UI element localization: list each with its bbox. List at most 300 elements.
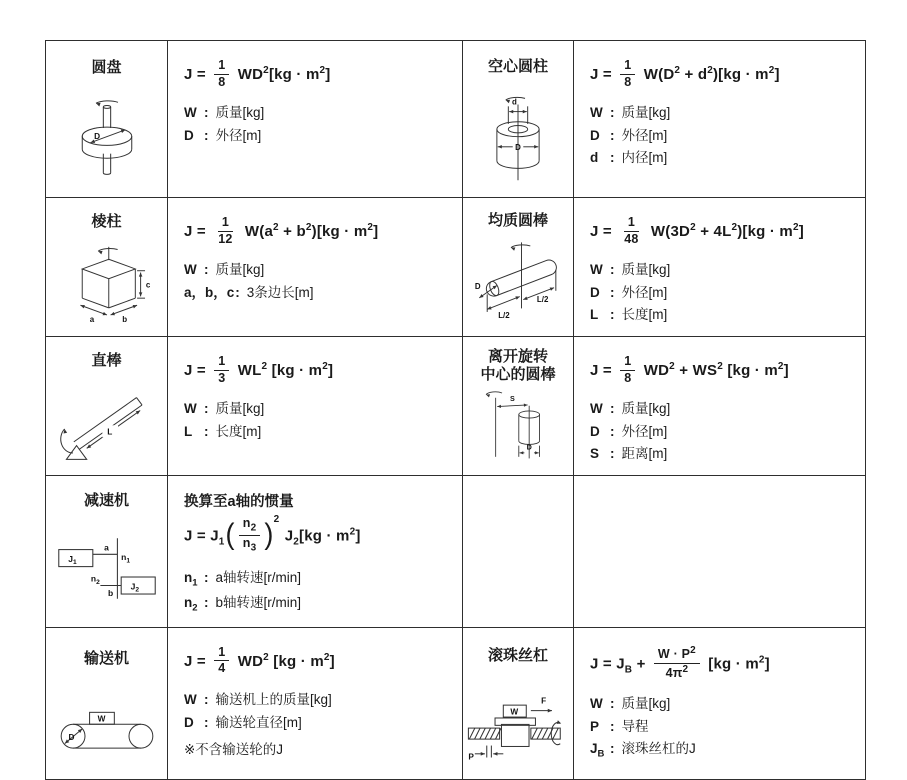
fraction-numerator — [620, 58, 635, 75]
ballscrew-diagram-box — [465, 684, 571, 763]
formula-text: 1 — [627, 215, 635, 229]
formula-sup: 2 — [305, 222, 312, 234]
formula-sup: 2 — [263, 651, 269, 663]
formula-text: 3 — [218, 370, 226, 385]
variable-colon: : — [204, 692, 209, 708]
fraction-denominator — [214, 232, 236, 248]
label-D: D — [68, 732, 74, 742]
formula-text: n — [242, 515, 251, 530]
variable-symbol-main: W — [590, 262, 603, 278]
variable-colon: : — [610, 284, 615, 300]
variable-colon: : — [610, 105, 615, 121]
formula-text: [kg · m — [299, 527, 350, 545]
formula-text: J = J — [590, 655, 625, 673]
formula-cell — [168, 627, 463, 779]
shape-cell — [463, 41, 574, 198]
formula-text: ] — [783, 362, 789, 380]
formula-text: ] — [373, 223, 379, 241]
formula-text: + 4L — [695, 223, 732, 241]
offset-rod-diagram — [478, 385, 558, 468]
label-n1: $n_1$ — [120, 552, 130, 565]
variable-symbol-main: L — [184, 423, 193, 439]
shape-cell — [46, 41, 168, 198]
variable-description: 导程 — [621, 718, 649, 734]
variable-symbol-sub: B — [597, 749, 605, 761]
formula-text: [kg · m — [268, 652, 324, 670]
shape-cell-inner — [52, 634, 161, 773]
label-D: D — [526, 443, 532, 452]
fraction-numerator — [218, 215, 233, 232]
shape-cell-inner — [52, 204, 161, 330]
variable-colon: : — [204, 262, 209, 278]
variable-colon: : — [610, 401, 615, 417]
variable-row — [184, 690, 454, 710]
formula-text: ] — [327, 362, 334, 380]
formula-text: 1 — [218, 58, 226, 72]
variable-symbol — [184, 713, 203, 733]
shape-cell — [46, 627, 168, 779]
shape-cell — [46, 475, 168, 627]
fraction-denominator — [239, 536, 261, 555]
formula-text: WD — [233, 652, 264, 670]
variable-symbol-sub: 2 — [192, 603, 198, 615]
variable-description: 外径[m] — [621, 127, 668, 143]
variable-description: 输送轮直径[m] — [215, 714, 302, 730]
shape-cell-inner — [469, 47, 567, 191]
formula-cell — [574, 41, 866, 198]
variable-symbol — [590, 260, 609, 280]
fraction — [620, 354, 635, 386]
formula-sup: 2 — [263, 65, 269, 77]
variable-symbol-main: D — [590, 423, 600, 439]
variable-description: 滚珠丝杠的J — [621, 741, 696, 757]
formula-text: + — [632, 655, 650, 673]
formula-text: 1 — [624, 353, 632, 368]
fraction-denominator — [620, 371, 635, 387]
formula-text: J = — [590, 223, 617, 241]
shape-cell — [463, 627, 574, 779]
variable-symbol — [184, 126, 203, 146]
fraction-numerator — [239, 516, 261, 536]
variable-description: 3条边长[m] — [246, 284, 314, 300]
label-b: b — [107, 588, 113, 599]
variable-row — [590, 126, 857, 146]
variable-row — [184, 713, 454, 733]
formula-text: 4 — [218, 661, 226, 676]
variable-row — [590, 283, 857, 303]
variable-description: 内径[m] — [621, 150, 668, 166]
variable-description: b轴转速[r/min] — [215, 595, 302, 611]
open-paren: ( — [225, 517, 235, 551]
formula-sup: 2 — [319, 65, 326, 77]
variable-symbol-main: L — [590, 307, 599, 323]
formula — [184, 513, 454, 556]
fraction — [620, 58, 635, 90]
variable-symbol — [184, 568, 203, 590]
variable-description: 质量[kg] — [215, 401, 265, 417]
variable-colon: : — [204, 423, 209, 439]
formula-text: 48 — [624, 231, 639, 246]
formula-text: + WS — [674, 362, 718, 380]
shape-title-line: 减速机 — [83, 492, 129, 510]
formula-text: + b — [278, 223, 306, 241]
formula-sup: 2 — [758, 654, 765, 666]
variable-description: 外径[m] — [621, 284, 668, 300]
formula-cell — [574, 336, 866, 475]
label-J2: $J_2$ — [130, 581, 139, 595]
variable-symbol-main: D — [590, 127, 600, 143]
shape-cell-inner — [469, 634, 567, 773]
fraction — [620, 215, 642, 247]
variable-colon: : — [204, 401, 209, 417]
prism-diagram — [61, 243, 153, 325]
variable-description: 输送机上的质量[kg] — [215, 692, 332, 708]
formula-sup: 2 — [323, 651, 330, 663]
label-d: d — [512, 97, 517, 107]
shape-cell-inner — [52, 482, 161, 621]
variable-colon: : — [610, 307, 615, 323]
variable-description: 质量[kg] — [621, 696, 671, 712]
formula-sub: 1 — [218, 536, 225, 548]
formula-sup: 2 — [731, 222, 738, 234]
formula-sup: 2 — [690, 222, 696, 234]
formula-sub: 2 — [293, 536, 300, 548]
formula — [590, 59, 857, 91]
reducer-diagram — [55, 523, 159, 614]
shape-title — [480, 348, 555, 385]
formula-text: J = — [184, 66, 211, 84]
variable-colon: : — [610, 262, 615, 278]
label-b: b — [121, 314, 127, 324]
fraction — [654, 645, 700, 682]
formula-text: ] — [355, 527, 361, 545]
variable-colon: : — [204, 127, 209, 143]
formula-sup: 2 — [777, 361, 784, 373]
formula-text: J — [280, 527, 294, 545]
formula-sub: B — [624, 664, 633, 676]
variable-row — [590, 260, 857, 280]
table-row — [46, 475, 866, 627]
variable-symbol — [590, 444, 609, 464]
disc-diagram-box — [61, 95, 153, 183]
rodS-diagram-box — [59, 381, 155, 464]
table-row — [46, 41, 866, 198]
fraction-numerator — [624, 215, 639, 232]
formula-text: 1 — [218, 644, 226, 659]
conveyor-diagram-box — [55, 694, 159, 760]
variable-symbol-main: d — [590, 150, 599, 166]
shape-cell-inner — [52, 343, 161, 469]
label-c: c — [145, 280, 150, 290]
shape-cell-inner — [52, 47, 161, 191]
formula-text: ] — [329, 652, 335, 670]
formula-text: 1 — [221, 215, 229, 229]
formula-text: 12 — [218, 231, 233, 246]
formula-text: 1 — [624, 58, 632, 72]
variable-row — [590, 717, 857, 737]
variable-symbol — [590, 694, 609, 714]
variable-symbol — [590, 422, 609, 442]
shape-title-line: 输送机 — [83, 650, 129, 668]
variable-row — [590, 148, 857, 168]
variable-colon: : — [610, 150, 615, 166]
variable-symbol-main: D — [590, 284, 600, 300]
variable-colon: : — [610, 127, 615, 143]
variable-symbol — [590, 103, 609, 123]
formula-text: 4π — [665, 665, 683, 680]
label-F: F — [541, 696, 547, 706]
formula-text: n — [242, 535, 251, 550]
formula-text: ] — [764, 655, 770, 673]
formula — [590, 646, 857, 683]
label-S: S — [510, 395, 515, 404]
variable-symbol-main: n — [184, 595, 193, 611]
formula-sup: 2 — [707, 65, 713, 77]
label-L2: L/2 — [498, 311, 510, 321]
variable-symbol — [184, 103, 203, 123]
variable-symbol-main: W — [184, 692, 197, 708]
formula-text: ] — [774, 66, 780, 84]
variable-row — [590, 422, 857, 442]
variable-symbol-main: W — [590, 401, 603, 417]
variable-list — [184, 260, 454, 302]
note: ※不含输送轮的J — [184, 742, 284, 758]
variable-symbol — [184, 399, 203, 419]
variable-symbol — [590, 126, 609, 146]
variable-symbol-main: J — [590, 741, 598, 757]
variable-list — [590, 399, 857, 464]
variable-symbol-main: W — [184, 105, 197, 121]
empty-cell — [463, 475, 574, 627]
variable-colon: : — [610, 718, 615, 734]
formula-text: J = J — [184, 527, 219, 545]
variable-row — [590, 739, 857, 761]
variable-row — [590, 305, 857, 325]
variable-row — [184, 568, 454, 590]
fraction — [214, 58, 229, 90]
fraction-denominator — [214, 371, 229, 387]
table-row — [46, 198, 866, 337]
variable-symbol — [590, 399, 609, 419]
variable-row — [590, 444, 857, 464]
variable-symbol-main: S — [590, 446, 600, 462]
fraction — [239, 516, 261, 555]
label-D: D — [474, 282, 481, 292]
formula — [590, 216, 857, 248]
fraction-numerator — [654, 645, 700, 664]
shape-cell — [46, 336, 168, 475]
shape-title-line: 直棒 — [91, 352, 122, 370]
conveyor-diagram — [55, 694, 159, 760]
variable-row — [590, 399, 857, 419]
formula-text: 8 — [218, 74, 226, 89]
formula-sup: 2 — [349, 526, 356, 538]
formula-sup: 2 — [367, 222, 374, 234]
label-J1: $J_1$ — [67, 554, 77, 567]
variable-description: a轴转速[r/min] — [215, 569, 302, 585]
variable-list — [590, 103, 857, 168]
paren-fraction — [225, 513, 280, 556]
variable-list — [184, 690, 454, 732]
formula-text: WD — [233, 66, 264, 84]
formula-text: )[kg · m — [311, 223, 368, 241]
formula-cell — [574, 627, 866, 779]
variable-colon: : — [204, 595, 209, 611]
fraction-numerator — [620, 354, 635, 371]
close-paren: ) — [264, 517, 274, 551]
label-a: a — [89, 314, 94, 324]
variable-symbol-main: P — [590, 718, 600, 734]
variable-symbol — [184, 283, 234, 303]
variable-symbol-main: W — [184, 262, 197, 278]
fraction — [214, 354, 229, 386]
variable-list — [590, 260, 857, 325]
formula-cell — [574, 198, 866, 337]
formula-text: 8 — [624, 74, 632, 89]
fraction-denominator — [214, 661, 229, 677]
variable-description: 距离[m] — [621, 446, 668, 462]
formula-text: WD — [639, 362, 670, 380]
label-W: W — [510, 707, 519, 717]
label-L2: L/2 — [536, 295, 549, 305]
shape-cell — [46, 198, 168, 337]
fraction-numerator — [214, 58, 229, 75]
straight-rod-diagram — [59, 381, 155, 464]
formula-text: J = — [590, 362, 617, 380]
variable-description: 质量[kg] — [621, 262, 671, 278]
formula-text: [kg · m — [268, 66, 320, 84]
table-row — [46, 336, 866, 475]
shape-cell — [463, 336, 574, 475]
variable-description: 外径[m] — [215, 127, 262, 143]
formula-text: J = — [184, 362, 211, 380]
formula-text: [kg · m — [722, 362, 778, 380]
shape-title — [91, 352, 121, 370]
variable-description: 长度[m] — [621, 307, 668, 323]
variable-description: 长度[m] — [215, 423, 262, 439]
formula-sup: 2 — [717, 361, 723, 373]
variable-symbol-main: D — [184, 127, 194, 143]
variable-row — [184, 126, 454, 146]
uniform-rod-diagram — [472, 238, 564, 326]
formula-sup: 2 — [690, 644, 696, 656]
shape-cell-inner — [469, 343, 567, 469]
variable-row — [590, 694, 857, 714]
formula-sub: 2 — [250, 522, 257, 534]
rodO-diagram-box — [478, 385, 558, 468]
variable-colon: : — [204, 714, 209, 730]
shape-title — [84, 492, 129, 510]
formula-sup: 2 — [682, 663, 689, 675]
formula — [184, 216, 454, 248]
rodU-diagram-box — [472, 238, 564, 326]
formula-text: )[kg · m — [712, 66, 769, 84]
variable-symbol — [184, 422, 203, 442]
shape-title — [84, 650, 129, 668]
variable-description: 质量[kg] — [215, 262, 265, 278]
shape-title-line: 中心的圆棒 — [480, 365, 556, 383]
formula-text: 1 — [218, 353, 226, 368]
variable-list — [590, 694, 857, 762]
shape-title — [488, 212, 548, 230]
label-D: D — [93, 131, 100, 141]
label-D: D — [515, 142, 521, 152]
formula-sub: 3 — [250, 542, 257, 554]
variable-colon: : — [610, 446, 615, 462]
variable-colon: : — [610, 741, 615, 757]
fraction-denominator — [620, 75, 635, 91]
formula-sup: 2 — [273, 222, 279, 234]
inertia-formula-table — [45, 40, 866, 780]
empty-cell — [574, 475, 866, 627]
variable-colon: : — [610, 423, 615, 439]
label-P: P — [468, 752, 474, 762]
shape-title-line: 滚珠丝杠 — [487, 647, 548, 665]
disc-diagram — [61, 95, 153, 183]
formula — [184, 59, 454, 91]
formula-sup: 2 — [322, 361, 328, 373]
shape-title — [91, 59, 121, 77]
formula — [184, 355, 454, 387]
variable-symbol-main: a，b，c — [184, 284, 235, 300]
variable-row — [184, 260, 454, 280]
formula-text: + d — [680, 66, 708, 84]
formula-text: W(3D — [646, 223, 691, 241]
formula-text: )[kg · m — [737, 223, 793, 241]
variable-list — [184, 568, 454, 616]
shape-title-line: 空心圆柱 — [487, 58, 548, 76]
variable-list — [184, 399, 454, 441]
shape-cell — [463, 198, 574, 337]
shape-title-line: 均质圆棒 — [487, 211, 548, 229]
variable-colon: : — [204, 105, 209, 121]
formula-sup: 2 — [261, 361, 268, 373]
label-n2: $n_2$ — [90, 574, 100, 587]
prism-diagram-box — [61, 243, 153, 325]
variable-list — [184, 103, 454, 145]
shape-title-line: 离开旋转 — [487, 347, 548, 365]
variable-symbol — [590, 305, 609, 325]
variable-description: 质量[kg] — [621, 105, 671, 121]
variable-description: 外径[m] — [621, 423, 668, 439]
variable-symbol — [590, 739, 609, 761]
variable-row — [590, 103, 857, 123]
formula-text: J = — [184, 652, 211, 670]
formula — [590, 355, 857, 387]
formula-text: ] — [798, 223, 804, 241]
formula-text: W · P — [657, 646, 691, 661]
variable-symbol-main: W — [184, 401, 197, 417]
fraction-numerator — [214, 354, 229, 371]
formula-cell — [168, 475, 463, 627]
formula-text: J = — [184, 223, 211, 241]
variable-colon: : — [235, 284, 240, 300]
formula-cell — [168, 41, 463, 198]
variable-symbol-sub: 1 — [192, 577, 198, 589]
variable-colon: : — [610, 696, 615, 712]
variable-row — [184, 283, 454, 303]
shape-cell-inner — [469, 204, 567, 330]
variable-row — [184, 422, 454, 442]
label-L: L — [106, 426, 112, 437]
variable-row — [184, 593, 454, 615]
variable-row — [184, 399, 454, 419]
shape-title — [488, 647, 548, 665]
variable-symbol — [590, 283, 609, 303]
variable-symbol-main: W — [590, 105, 603, 121]
formula-sup: 2 — [768, 65, 775, 77]
variable-symbol — [184, 593, 203, 615]
